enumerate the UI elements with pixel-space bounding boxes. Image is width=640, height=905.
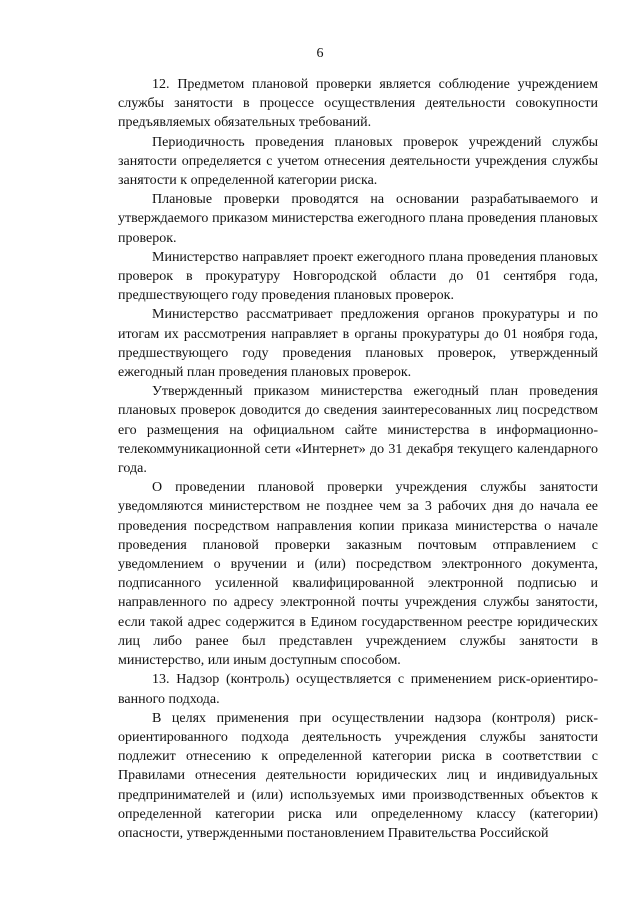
paragraph-prosecutor-proposals: Министерство рассматривает предложения органов прокуратуры и по итогам их рассмотрения направляет в органы прокуратуры до 01 ноября года, предшествующего году проведения плановых проверок, утвержденный ежегодный план проведения плановых проверок. [118,307,598,381]
paragraph-risk-oriented-approach: 13. Надзор (контроль) осуществляется с применением риск-ориентированного подхода. [118,672,598,707]
paragraph-plan-sent-to-prosecutor: Министерство направляет проект ежегодного плана проведения плановых проверок в прокуратуру Новгородской области до 01 сентября года, предшествующего году проведения плановых проверок. [118,249,598,304]
page-number: 6 [316,46,324,61]
paragraph-inspection-frequency: Периодичность проведения плановых проверок учреждений службы занятости определяется с учетом отнесения деятельности учреждения службы занятости к определенной категории риска. [118,134,598,189]
paragraph-plan-publication: Утвержденный приказом министерства ежегодный план проведения плановых проверок доводится до сведения заинтересованных лиц посредством его размещения на официальном сайте министерства в информационно-телекоммуникационной сети «Интернет» до 31 декабря текущего календарного года. [118,384,598,477]
paragraph-annual-plan-basis: Плановые проверки проводятся на основании разрабатываемого и утверждаемого приказом министерства ежегодного плана проведения плановых проверок. [118,192,598,246]
paragraph-planned-inspection-subject: 12. Предметом плановой проверки является соблюдение учреждением службы занятости в процессе осуществления деятельности совокупности предъявляемых обязательных требований. [118,77,598,131]
document-body [118,75,598,843]
paragraph-inspection-notification: О проведении плановой проверки учреждения службы занятости уведомляются министерством не позднее чем за 3 рабочих дня до начала ее проведения посредством направления копии приказа министерства о начале проведения плановой проверки заказным почтовым отправлением с уведомлением о вручении и (или) посредством электронного документа, подписанного усиленной квалифицированной электронной подписью и направленного по адресу электронной почты учреждения службы занятости, если такой адрес содержится в Едином государственном реестре юридических лиц либо ранее был представлен учреждением службы занятости в министерство, или иным доступным способом. [118,480,598,669]
paragraph-risk-category-assignment: В целях применения при осуществлении надзора (контроля) риск-ориентированного подхода деятельность учреждения службы занятости подлежит отнесению к определенной категории риска в соответствии с Правилами отнесения деятельности юридических лиц и индивидуальных предпринимателей и (или) используемых ими производственных объектов к определенной категории риска или определенному классу (категории) опасности, утвержденными постановлением Правительства Российской [118,710,598,841]
